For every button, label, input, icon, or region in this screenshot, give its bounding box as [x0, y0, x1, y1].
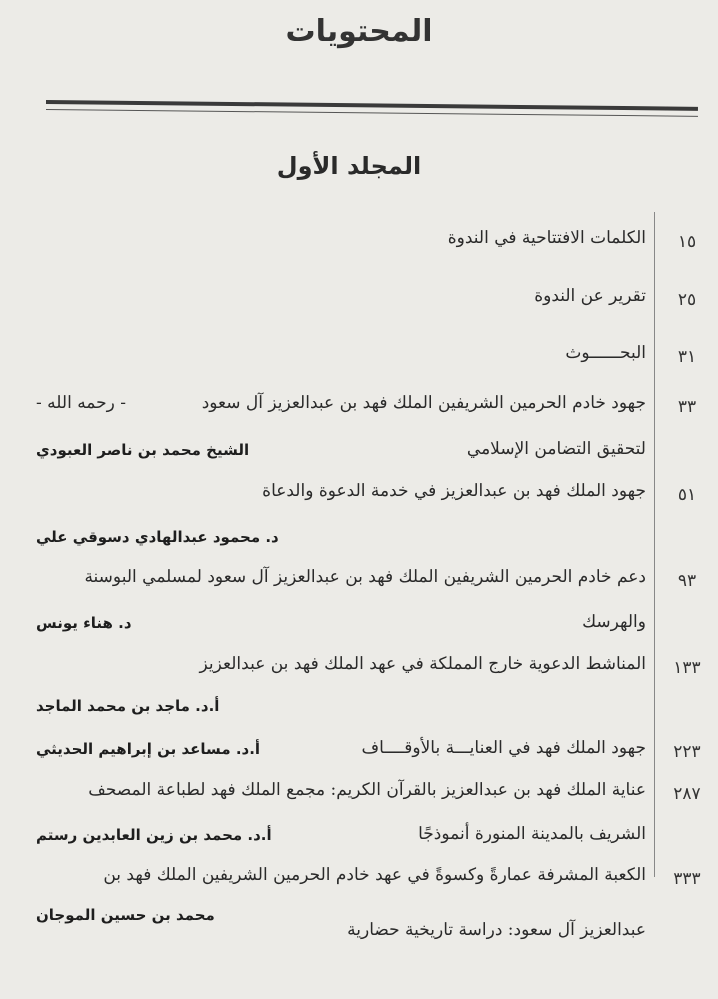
entry-page-number: ٢٨٧ — [673, 784, 701, 804]
entry-title-part: جهود خادم الحرمين الشريفين الملك فهد بن عبدالعزيز آل سعود — [201, 393, 646, 413]
entry-page-number: ٢٥ — [677, 290, 697, 310]
entry-title: الكعبة المشرفة عمارةً وكسوةً في عهد خادم الحرمين الشريفين الملك فهد بن — [103, 865, 646, 885]
entry-title-line2: عبدالعزيز آل سعود: دراسة تاريخية حضارية — [347, 920, 646, 940]
entry-title-line2: لتحقيق التضامن الإسلامي — [466, 439, 646, 459]
entry-author: أ.د. مساعد بن إبراهيم الحديثي — [36, 740, 261, 758]
entry-author: أ.د. ماجد بن محمد الماجد — [36, 697, 220, 715]
entry-title-line1 — [36, 393, 646, 413]
page-number-column-divider — [654, 212, 655, 877]
entry-author: د. محمود عبدالهادي دسوقي علي — [36, 528, 279, 546]
entry-page-number: ٩٣ — [677, 571, 697, 591]
entry-title: عناية الملك فهد بن عبدالعزيز بالقرآن الكريم: مجمع الملك فهد لطباعة المصحف — [88, 780, 646, 800]
entry-page-number: ٢٢٣ — [673, 742, 701, 762]
entry-title: جهود الملك فهد في العنايـــة بالأوقــــاف — [361, 738, 646, 758]
entry-title: دعم خادم الحرمين الشريفين الملك فهد بن عبدالعزيز آل سعود لمسلمي البوسنة — [84, 567, 646, 587]
entry-page-number: ١٣٣ — [673, 658, 701, 678]
volume-title: المجلد الأول — [276, 152, 422, 180]
entry-title: تقرير عن الندوة — [534, 286, 646, 306]
entry-title: جهود الملك فهد بن عبدالعزيز في خدمة الدعوة والدعاة — [262, 481, 646, 501]
entry-author: د. هناء يونس — [36, 614, 132, 632]
entry-page-number: ٥١ — [677, 485, 697, 505]
entry-page-number: ١٥ — [677, 232, 697, 252]
entry-page-number: ٣١ — [677, 347, 697, 367]
entry-author: محمد بن حسين الموجان — [36, 906, 215, 924]
entry-title-line2: الشريف بالمدينة المنورة أنموذجًا — [418, 824, 646, 844]
entry-title-part: - رحمه الله - — [36, 393, 127, 413]
entry-author: الشيخ محمد بن ناصر العبودي — [36, 441, 250, 459]
entry-title: الكلمات الافتتاحية في الندوة — [447, 228, 646, 248]
page-title: المحتويات — [285, 14, 433, 49]
entry-title-line2: والهرسك — [582, 612, 646, 632]
entry-page-number: ٣٣ — [677, 397, 697, 417]
entry-author: أ.د. محمد بن زين العابدين رستم — [36, 826, 272, 844]
entry-page-number: ٣٣٣ — [673, 869, 701, 889]
header-rule-thin — [46, 109, 698, 117]
section-heading: البحــــــوث — [565, 343, 646, 363]
entry-title: المناشط الدعوية خارج المملكة في عهد الملك فهد بن عبدالعزيز — [199, 654, 646, 674]
